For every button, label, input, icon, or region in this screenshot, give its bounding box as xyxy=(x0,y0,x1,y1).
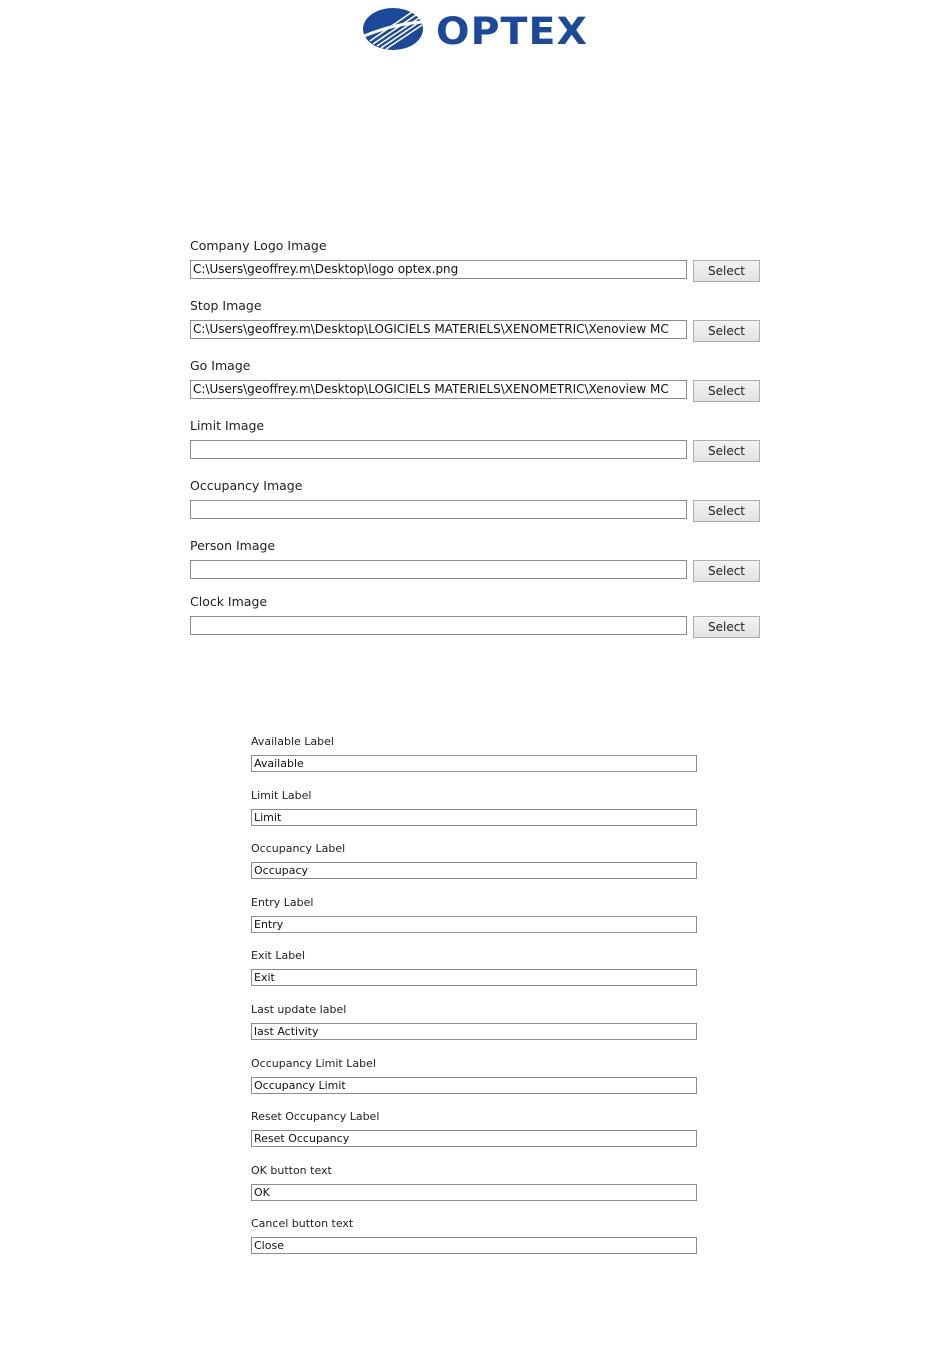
occupancy-image-select-button[interactable]: Select xyxy=(693,500,760,522)
company-logo-image-path-input[interactable]: C:\Users\geoffrey.m\Desktop\logo optex.png xyxy=(190,260,687,279)
label-setting-exit xyxy=(251,948,699,1002)
label-setting-occupancy xyxy=(251,841,699,895)
limit-image-select-button[interactable]: Select xyxy=(693,440,760,462)
image-setting-clock xyxy=(190,594,762,654)
stop-image-path-input[interactable]: C:\Users\geoffrey.m\Desktop\LOGICIELS MATERIELS\XENOMETRIC\Xenoview MC xyxy=(190,320,687,339)
person-image-select-button[interactable]: Select xyxy=(693,560,760,582)
image-setting-stop xyxy=(190,298,762,358)
image-setting-person xyxy=(190,538,762,594)
occupancy-label-caption: Occupancy Label xyxy=(251,842,346,856)
ok-button-text-input[interactable]: OK xyxy=(251,1184,697,1201)
optex-logo xyxy=(362,6,590,52)
image-settings-section xyxy=(190,238,762,654)
optex-logo-graphic xyxy=(362,6,590,52)
occupancy-limit-label-caption: Occupancy Limit Label xyxy=(251,1056,376,1070)
company-logo-image-select-button[interactable]: Select xyxy=(693,260,760,282)
company-logo-image-label: Company Logo Image xyxy=(190,238,327,253)
last-update-label-caption: Last update label xyxy=(251,1002,347,1016)
image-setting-limit xyxy=(190,418,762,478)
label-setting-occupancy-limit xyxy=(251,1056,699,1110)
limit-label-input[interactable]: Limit xyxy=(251,809,697,826)
cancel-button-text-caption: Cancel button text xyxy=(251,1217,354,1231)
reset-occupancy-label-input[interactable]: Reset Occupancy xyxy=(251,1130,697,1147)
label-settings-section xyxy=(251,734,699,1270)
limit-image-path-input[interactable] xyxy=(190,440,687,459)
image-setting-go xyxy=(190,358,762,418)
stop-image-select-button[interactable]: Select xyxy=(693,320,760,342)
person-image-label: Person Image xyxy=(190,538,276,553)
logo-wordmark: OPTEX xyxy=(436,10,588,52)
go-image-select-button[interactable]: Select xyxy=(693,380,760,402)
label-setting-available xyxy=(251,734,699,788)
clock-image-path-input[interactable] xyxy=(190,616,687,635)
last-update-label-input[interactable]: last Activity xyxy=(251,1023,697,1040)
clock-image-label: Clock Image xyxy=(190,594,268,609)
occupancy-label-input[interactable]: Occupacy xyxy=(251,862,697,879)
entry-label-caption: Entry Label xyxy=(251,895,314,909)
label-setting-ok-button-text xyxy=(251,1163,699,1217)
cancel-button-text-input[interactable]: Close xyxy=(251,1237,697,1254)
person-image-path-input[interactable] xyxy=(190,560,687,579)
reset-occupancy-label-caption: Reset Occupancy Label xyxy=(251,1110,380,1124)
image-setting-occupancy xyxy=(190,478,762,538)
limit-label-caption: Limit Label xyxy=(251,788,312,802)
label-setting-last-update xyxy=(251,1002,699,1056)
exit-label-input[interactable]: Exit xyxy=(251,969,697,986)
stop-image-label: Stop Image xyxy=(190,298,262,313)
occupancy-limit-label-input[interactable]: Occupancy Limit xyxy=(251,1077,697,1094)
go-image-path-input[interactable]: C:\Users\geoffrey.m\Desktop\LOGICIELS MATERIELS\XENOMETRIC\Xenoview MC xyxy=(190,380,687,399)
limit-image-label: Limit Image xyxy=(190,418,265,433)
label-setting-limit xyxy=(251,788,699,842)
ok-button-text-caption: OK button text xyxy=(251,1163,332,1177)
available-label-caption: Available Label xyxy=(251,735,334,748)
label-setting-cancel-button-text xyxy=(251,1216,699,1270)
go-image-label: Go Image xyxy=(190,358,251,373)
clock-image-select-button[interactable]: Select xyxy=(693,616,760,638)
label-setting-reset-occupancy xyxy=(251,1109,699,1163)
occupancy-image-label: Occupancy Image xyxy=(190,478,303,493)
exit-label-caption: Exit Label xyxy=(251,949,306,963)
available-label-input[interactable]: Available xyxy=(251,755,697,772)
occupancy-image-path-input[interactable] xyxy=(190,500,687,519)
label-setting-entry xyxy=(251,895,699,949)
image-setting-company-logo xyxy=(190,238,762,298)
entry-label-input[interactable]: Entry xyxy=(251,916,697,933)
